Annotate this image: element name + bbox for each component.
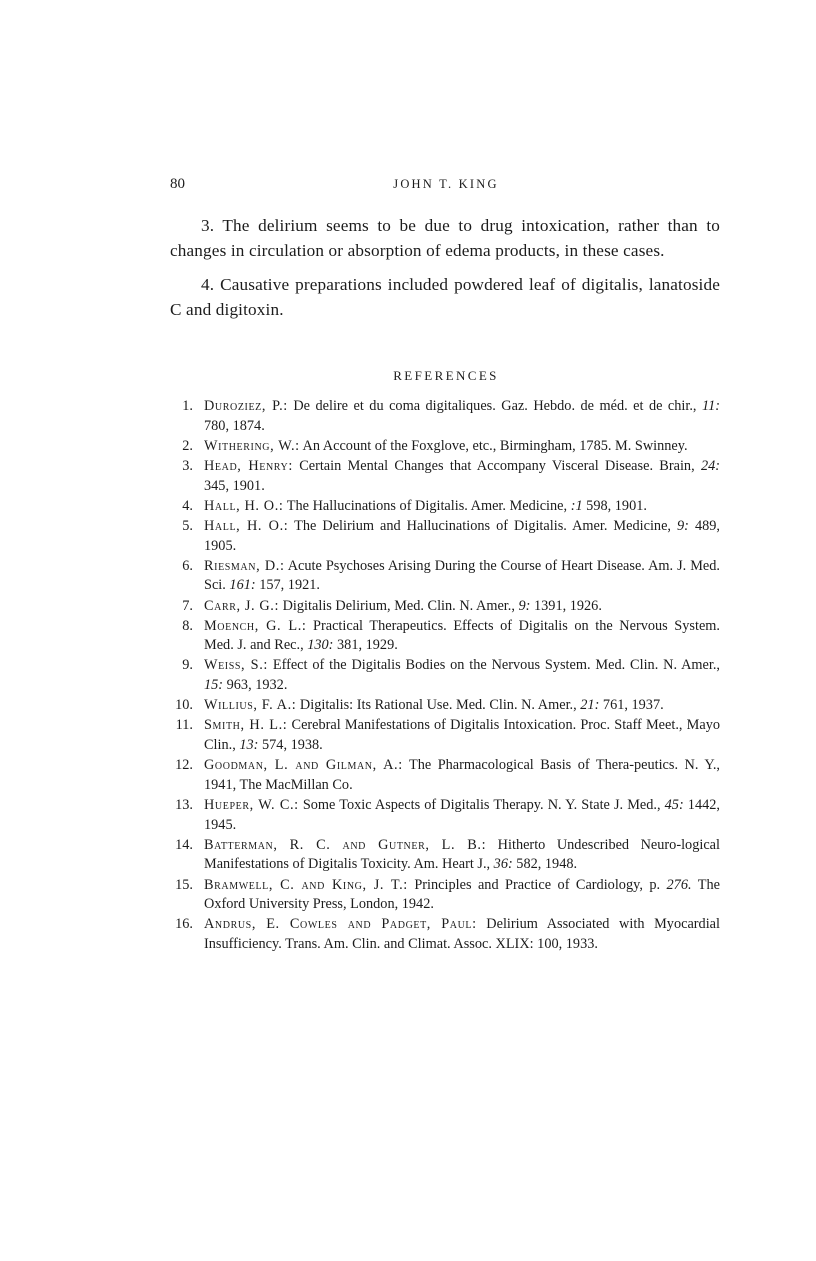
reference-title: Principles and Practice of Cardiology, p.: [407, 876, 667, 893]
reference-item: [172, 876, 720, 915]
reference-author: Duroziez, P.:: [204, 398, 288, 414]
running-head: JOHN T. KING: [393, 177, 499, 191]
reference-number: 13.: [175, 797, 193, 813]
reference-volume: 9:: [518, 597, 531, 614]
reference-author: Smith, H. L.:: [204, 717, 288, 734]
reference-title: Certain Mental Changes that Accompany Visceral Disease. Brain,: [292, 457, 701, 474]
reference-citation: 345, 1901.: [204, 477, 265, 494]
reference-number: 7.: [182, 597, 193, 614]
reference-volume: 45:: [664, 797, 684, 813]
reference-number: 9.: [182, 657, 193, 674]
reference-citation: 780, 1874.: [204, 417, 265, 434]
reference-title: The Pharmacological Basis of Thera-peutics. N. Y., 1941, The MacMillan Co.: [204, 757, 720, 793]
reference-author: Goodman, L. and Gilman, A.:: [204, 757, 403, 774]
reference-citation: 963, 1932.: [223, 677, 288, 694]
reference-volume: 11:: [701, 398, 720, 414]
reference-citation: 598, 1901.: [582, 497, 647, 514]
reference-title: Practical Therapeutics. Effects of Digitalis on the Nervous System. Med. J. and Rec.,: [204, 617, 720, 654]
reference-volume: 21:: [580, 697, 600, 714]
reference-volume: 276.: [666, 876, 692, 893]
reference-citation: 1391, 1926.: [530, 597, 602, 614]
reference-author: Riesman, D.:: [204, 557, 285, 574]
reference-author: Andrus, E. Cowles and Padget, Paul:: [204, 916, 477, 933]
reference-volume: 15:: [204, 677, 224, 694]
reference-item: [172, 836, 720, 875]
reference-number: 8.: [182, 617, 193, 634]
reference-citation: 157, 1921.: [255, 577, 320, 594]
reference-item: [172, 716, 720, 755]
reference-title: Acute Psychoses Arising During the Course of Heart Disease. Am. J. Med. Sci.: [204, 557, 720, 594]
reference-item: [172, 397, 720, 436]
reference-author: Hueper, W. C.:: [204, 797, 299, 813]
reference-citation: The Oxford University Press, London, 1942.: [204, 876, 720, 913]
reference-number: 1.: [182, 398, 193, 414]
reference-author: Batterman, R. C. and Gutner, L. B.:: [204, 836, 487, 853]
reference-author: Willius, F. A.:: [204, 697, 297, 714]
reference-number: 10.: [175, 697, 193, 714]
reference-title: Hitherto Undescribed Neuro-logical Manifestations of Digitalis Toxicity. Am. Heart J.,: [204, 836, 720, 873]
reference-item: [172, 457, 720, 496]
reference-item: [172, 597, 720, 617]
reference-author: Hall, H. O.:: [204, 517, 289, 534]
reference-item: [172, 497, 720, 517]
reference-author: Withering, W.:: [204, 437, 300, 454]
reference-title: Effect of the Digitalis Bodies on the Nervous System. Med. Clin. N. Amer.,: [267, 657, 720, 674]
reference-item: [172, 557, 720, 596]
reference-number: 12.: [175, 757, 193, 774]
reference-number: 14.: [175, 836, 193, 853]
reference-number: 6.: [182, 557, 193, 574]
page-number: 80: [170, 176, 185, 192]
reference-item: [172, 915, 720, 954]
reference-item: [172, 617, 720, 656]
reference-number: 2.: [182, 437, 193, 454]
reference-title: The Delirium and Hallucinations of Digitalis. Amer. Medicine,: [288, 517, 678, 534]
reference-citation: 1442, 1945.: [204, 797, 720, 833]
paragraph-conclusion-3: 3. The delirium seems to be due to drug intoxication, rather than to changes in circulation or absorption of edema products, in these cases.: [170, 216, 720, 260]
reference-volume: 130:: [307, 637, 334, 654]
reference-title: Digitalis Delirium, Med. Clin. N. Amer.,: [279, 597, 519, 614]
reference-number: 4.: [182, 497, 193, 514]
reference-item: [172, 696, 720, 716]
reference-title: Some Toxic Aspects of Digitalis Therapy. N. Y. State J. Med.,: [298, 797, 665, 813]
reference-item: [172, 437, 720, 457]
reference-item: [172, 756, 720, 795]
body-text: [170, 213, 720, 322]
reference-citation: 761, 1937.: [599, 697, 664, 714]
reference-author: Carr, J. G.:: [204, 597, 280, 614]
reference-number: 15.: [175, 876, 193, 893]
reference-citation: 489, 1905.: [204, 517, 720, 554]
reference-number: 5.: [182, 517, 193, 534]
reference-volume: 36:: [493, 856, 513, 873]
reference-author: Bramwell, C. and King, J. T.:: [204, 876, 408, 893]
reference-citation: 574, 1938.: [258, 737, 323, 754]
reference-item: [172, 796, 720, 835]
page-header: [170, 176, 722, 196]
reference-author: Weiss, S.:: [204, 657, 268, 674]
reference-volume: 161:: [229, 577, 256, 594]
reference-title: An Account of the Foxglove, etc., Birmingham, 1785. M. Swinney.: [299, 437, 688, 454]
reference-item: [172, 656, 720, 695]
reference-author: Head, Henry:: [204, 457, 293, 474]
reference-item: [172, 517, 720, 556]
reference-number: 11.: [175, 717, 193, 734]
paragraph-conclusion-4: 4. Causative preparations included powdered leaf of digitalis, lanatoside C and digitoxin.: [170, 275, 720, 319]
reference-author: Moench, G. L.:: [204, 617, 307, 634]
references-heading: REFERENCES: [393, 368, 499, 383]
reference-title: Delirium Associated with Myocardial Insufficiency. Trans. Am. Clin. and Climat. Assoc. XLIX: 100, 1933.: [204, 916, 720, 952]
reference-title: The Hallucinations of Digitalis. Amer. Medicine,: [283, 497, 571, 514]
reference-citation: 582, 1948.: [512, 856, 578, 873]
reference-citation: 381, 1929.: [333, 637, 398, 654]
reference-number: 16.: [175, 916, 193, 933]
reference-title: Cerebral Manifestations of Digitalis Intoxication. Proc. Staff Meet., Mayo Clin.,: [204, 717, 720, 754]
reference-volume: 24:: [700, 457, 720, 474]
reference-title: Digitalis: Its Rational Use. Med. Clin. N. Amer.,: [296, 697, 581, 714]
reference-title: De delire et du coma digitaliques. Gaz. Hebdo. de méd. et de chir.,: [287, 398, 702, 414]
reference-volume: :1: [570, 497, 583, 514]
reference-number: 3.: [182, 457, 193, 474]
reference-author: Hall, H. O.:: [204, 497, 284, 514]
references-list: [172, 397, 720, 955]
reference-volume: 13:: [239, 737, 259, 754]
reference-volume: 9:: [677, 517, 689, 534]
